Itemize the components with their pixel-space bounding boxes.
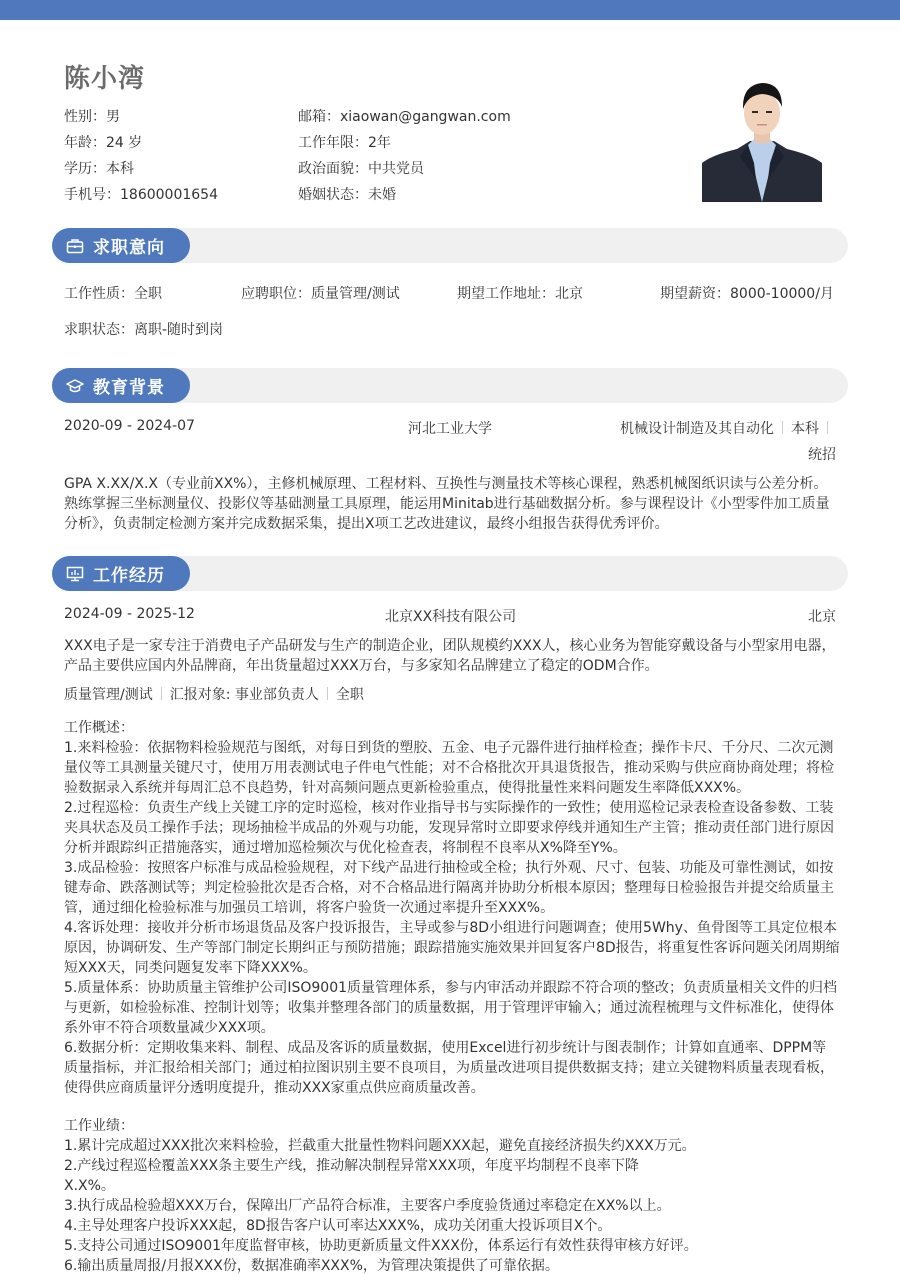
education-major-degree [620,418,828,438]
achievement-item: 5.支持公司通过ISO9001年度监督审核，协助更新质量文件XXX份，体系运行有效性获得审核方好评。 [64,1238,698,1254]
work-tag-role: 质量管理/测试 [64,687,153,703]
achievement-item: 1.累计完成超过XXX批次来料检验，拦截重大批量性物料问题XXX起，避免直接经济损失约XXX万元。 [64,1138,696,1154]
field-label: 期望工作地址： [457,286,555,302]
education-description [64,474,840,534]
work-overview [64,718,840,1098]
field-value: 北京 [555,286,583,302]
divider [782,421,783,434]
info-label: 邮箱： [298,109,340,125]
intention-location [457,283,583,303]
overview-item: 5.质量体系：协助质量主管维护公司ISO9001质量管理体系，参与内审活动并跟踪不符合项的整改；负责质量相关文件的归档与更新，如检验标准、控制计划等；收集并整理各部门的质量数据，用于管理评审输入；通过流程梳理与文件标准化，使得体系外审不符合项数量减少XXX项。 [64,980,838,1036]
overview-title: 工作概述： [64,720,134,736]
field-label: 求职状态： [64,322,134,338]
info-value: 未婚 [368,187,396,203]
education-period: 2020-09 - 2024-07 [64,418,195,434]
achievement-item: 4.主导处理客户投诉XXX起，8D报告客户认可率达XXX%，成功关闭重大投诉项目X个。 [64,1218,612,1234]
overview-item: 4.客诉处理：接收并分析市场退货品及客户投诉报告，主导或参与8D小组进行问题调查；使用5Why、鱼骨图等工具定位根本原因，协调研发、生产等部门制定长期纠正与预防措施；跟踪措施实施效果并回复客户8D报告，将重复性客诉问题关闭周期缩短XXX天，同类问题复发率下降XXX%。 [64,920,840,976]
info-education [64,158,134,178]
presentation-chart-icon [66,565,84,583]
overview-item: 2.过程巡检：负责生产线上关键工序的定时巡检，核对作业指导书与实际操作的一致性；使用巡检记录表检查设备参数、工装夹具状态及员工操作手法；现场抽检半成品的外观与功能，发现异常时立即要求停线并通知生产主管；推动责任部门进行原因分析并跟踪纠正措施落实，通过增加巡检频次与优化检查表，将制程不良率从X%降至Y%。 [64,800,834,856]
overview-item: 1.来料检验：依据物料检验规范与图纸，对每日到货的塑胶、五金、电子元器件进行抽样检查；操作卡尺、千分尺、二次元测量仪等工具测量关键尺寸，使用万用表测试电子件电气性能；对不合格批次开具退货报告，推动采购与供应商协商处理；将检验数据录入系统并每周汇总不良趋势，针对高频问题点更新检验重点，使得批量性来料问题发生率降低XXX%。 [64,740,834,796]
education-major: 机械设计制造及其自动化 [620,421,774,437]
info-age [64,132,142,152]
field-value: 离职-随时到岗 [134,322,224,338]
intention-status [64,319,223,339]
info-work-years [298,132,391,152]
info-email [298,106,511,126]
section-pill [52,368,190,403]
field-value: 质量管理/测试 [311,286,400,302]
info-value: 男 [106,109,120,125]
company-intro-text: XXX电子是一家专注于消费电子产品研发与生产的制造企业，团队规模约XXX人，核心业务为智能穿戴设备与小型家用电器，产品主要供应国内外品牌商，年出货量超过XXX万台，与多家知名品牌建立了稳定的ODM合作。 [64,638,836,674]
section-header-intention [52,228,848,263]
intention-work-type [64,283,162,303]
section-title: 求职意向 [93,238,165,258]
work-tags [64,684,364,704]
section-title: 工作经历 [93,566,165,586]
divider [327,687,328,700]
work-achievements [64,1116,840,1275]
field-value: 8000-10000/月 [730,286,834,302]
info-label: 政治面貌： [298,161,368,177]
achievement-item: X.X%。 [64,1178,115,1194]
info-value: xiaowan@gangwan.com [340,109,511,125]
info-label: 工作年限： [298,135,368,151]
info-value: 本科 [106,161,134,177]
education-type: 统招 [808,447,836,463]
info-label: 性别： [64,109,106,125]
intention-salary [660,283,834,303]
info-marital [298,184,396,204]
work-city: 北京 [808,609,836,625]
info-label: 婚姻状态： [298,187,368,203]
candidate-name: 陈小湾 [64,64,146,94]
achievement-item: 6.输出质量周报/月报XXX份，数据准确率XXX%，为管理决策提供了可靠依据。 [64,1258,559,1274]
field-label: 工作性质： [64,286,134,302]
graduation-cap-icon [66,377,84,395]
work-tag-report-to: 汇报对象: 事业部负责人 [169,687,319,703]
section-title: 教育背景 [93,378,165,398]
info-value: 24 岁 [106,135,143,151]
education-degree: 本科 [791,421,819,437]
field-label: 期望薪资： [660,286,730,302]
field-value: 全职 [134,286,162,302]
field-label: 应聘职位： [241,286,311,302]
info-phone [64,184,218,204]
info-label: 手机号： [64,187,120,203]
work-tag-type: 全职 [335,687,364,703]
section-header-education [52,368,848,403]
education-school: 河北工业大学 [408,421,492,437]
divider [827,421,828,434]
overview-item: 6.数据分析：定期收集来料、制程、成品及客诉的质量数据，使用Excel进行初步统计与图表制作；计算如直通率、DPPM等质量指标，并汇报给相关部门；通过柏拉图识别主要不良项目，为质量改进项目提供数据支持；建立关键物料质量表现看板，使得供应商质量评分透明度提升，推动XXX家重点供应商质量改善。 [64,1040,834,1096]
info-political [298,158,424,178]
divider [161,687,162,700]
education-description-text: GPA X.XX/X.X（专业前XX%），主修机械原理、工程材料、互换性与测量技术等核心课程，熟悉机械图纸识读与公差分析。熟练掌握三坐标测量仪、投影仪等基础测量工具原理，能运用Minitab进行基础数据分析。参与课程设计《小型零件加工质量分析》，负责制定检测方案并完成数据采集，提出X项工艺改进建议，最终小组报告获得优秀评价。 [64,476,830,532]
section-pill [52,228,190,263]
overview-item: 3.成品检验：按照客户标准与成品检验规程，对下线产品进行抽检或全检；执行外观、尺寸、包装、功能及可靠性测试，如按键寿命、跌落测试等；判定检验批次是否合格，对不合格品进行隔离并协助分析根本原因；整理每日检验报告并提交给质量主管，通过细化检验标准与加强员工培训，将客户验货一次通过率提升至XXX%。 [64,860,834,916]
info-gender [64,106,120,126]
info-label: 年龄： [64,135,106,151]
achievement-item: 3.执行成品检验超XXX万台，保障出厂产品符合标准，主要客户季度验货通过率稳定在XX%以上。 [64,1198,671,1214]
top-accent-bar [0,0,900,20]
section-header-work [52,556,848,591]
portrait-photo [702,71,822,202]
intention-position [241,283,400,303]
info-value: 18600001654 [120,187,218,203]
work-period: 2024-09 - 2025-12 [64,606,195,622]
info-value: 2年 [368,135,391,151]
info-label: 学历： [64,161,106,177]
briefcase-icon [66,237,84,255]
achievements-title: 工作业绩： [64,1118,134,1134]
achievement-item: 2.产线过程巡检覆盖XXX条主要生产线，推动解决制程异常XXX项，年度平均制程不良率下降 [64,1158,639,1174]
company-intro [64,636,840,676]
info-value: 中共党员 [368,161,424,177]
work-company: 北京XX科技有限公司 [385,609,517,625]
section-pill [52,556,190,591]
